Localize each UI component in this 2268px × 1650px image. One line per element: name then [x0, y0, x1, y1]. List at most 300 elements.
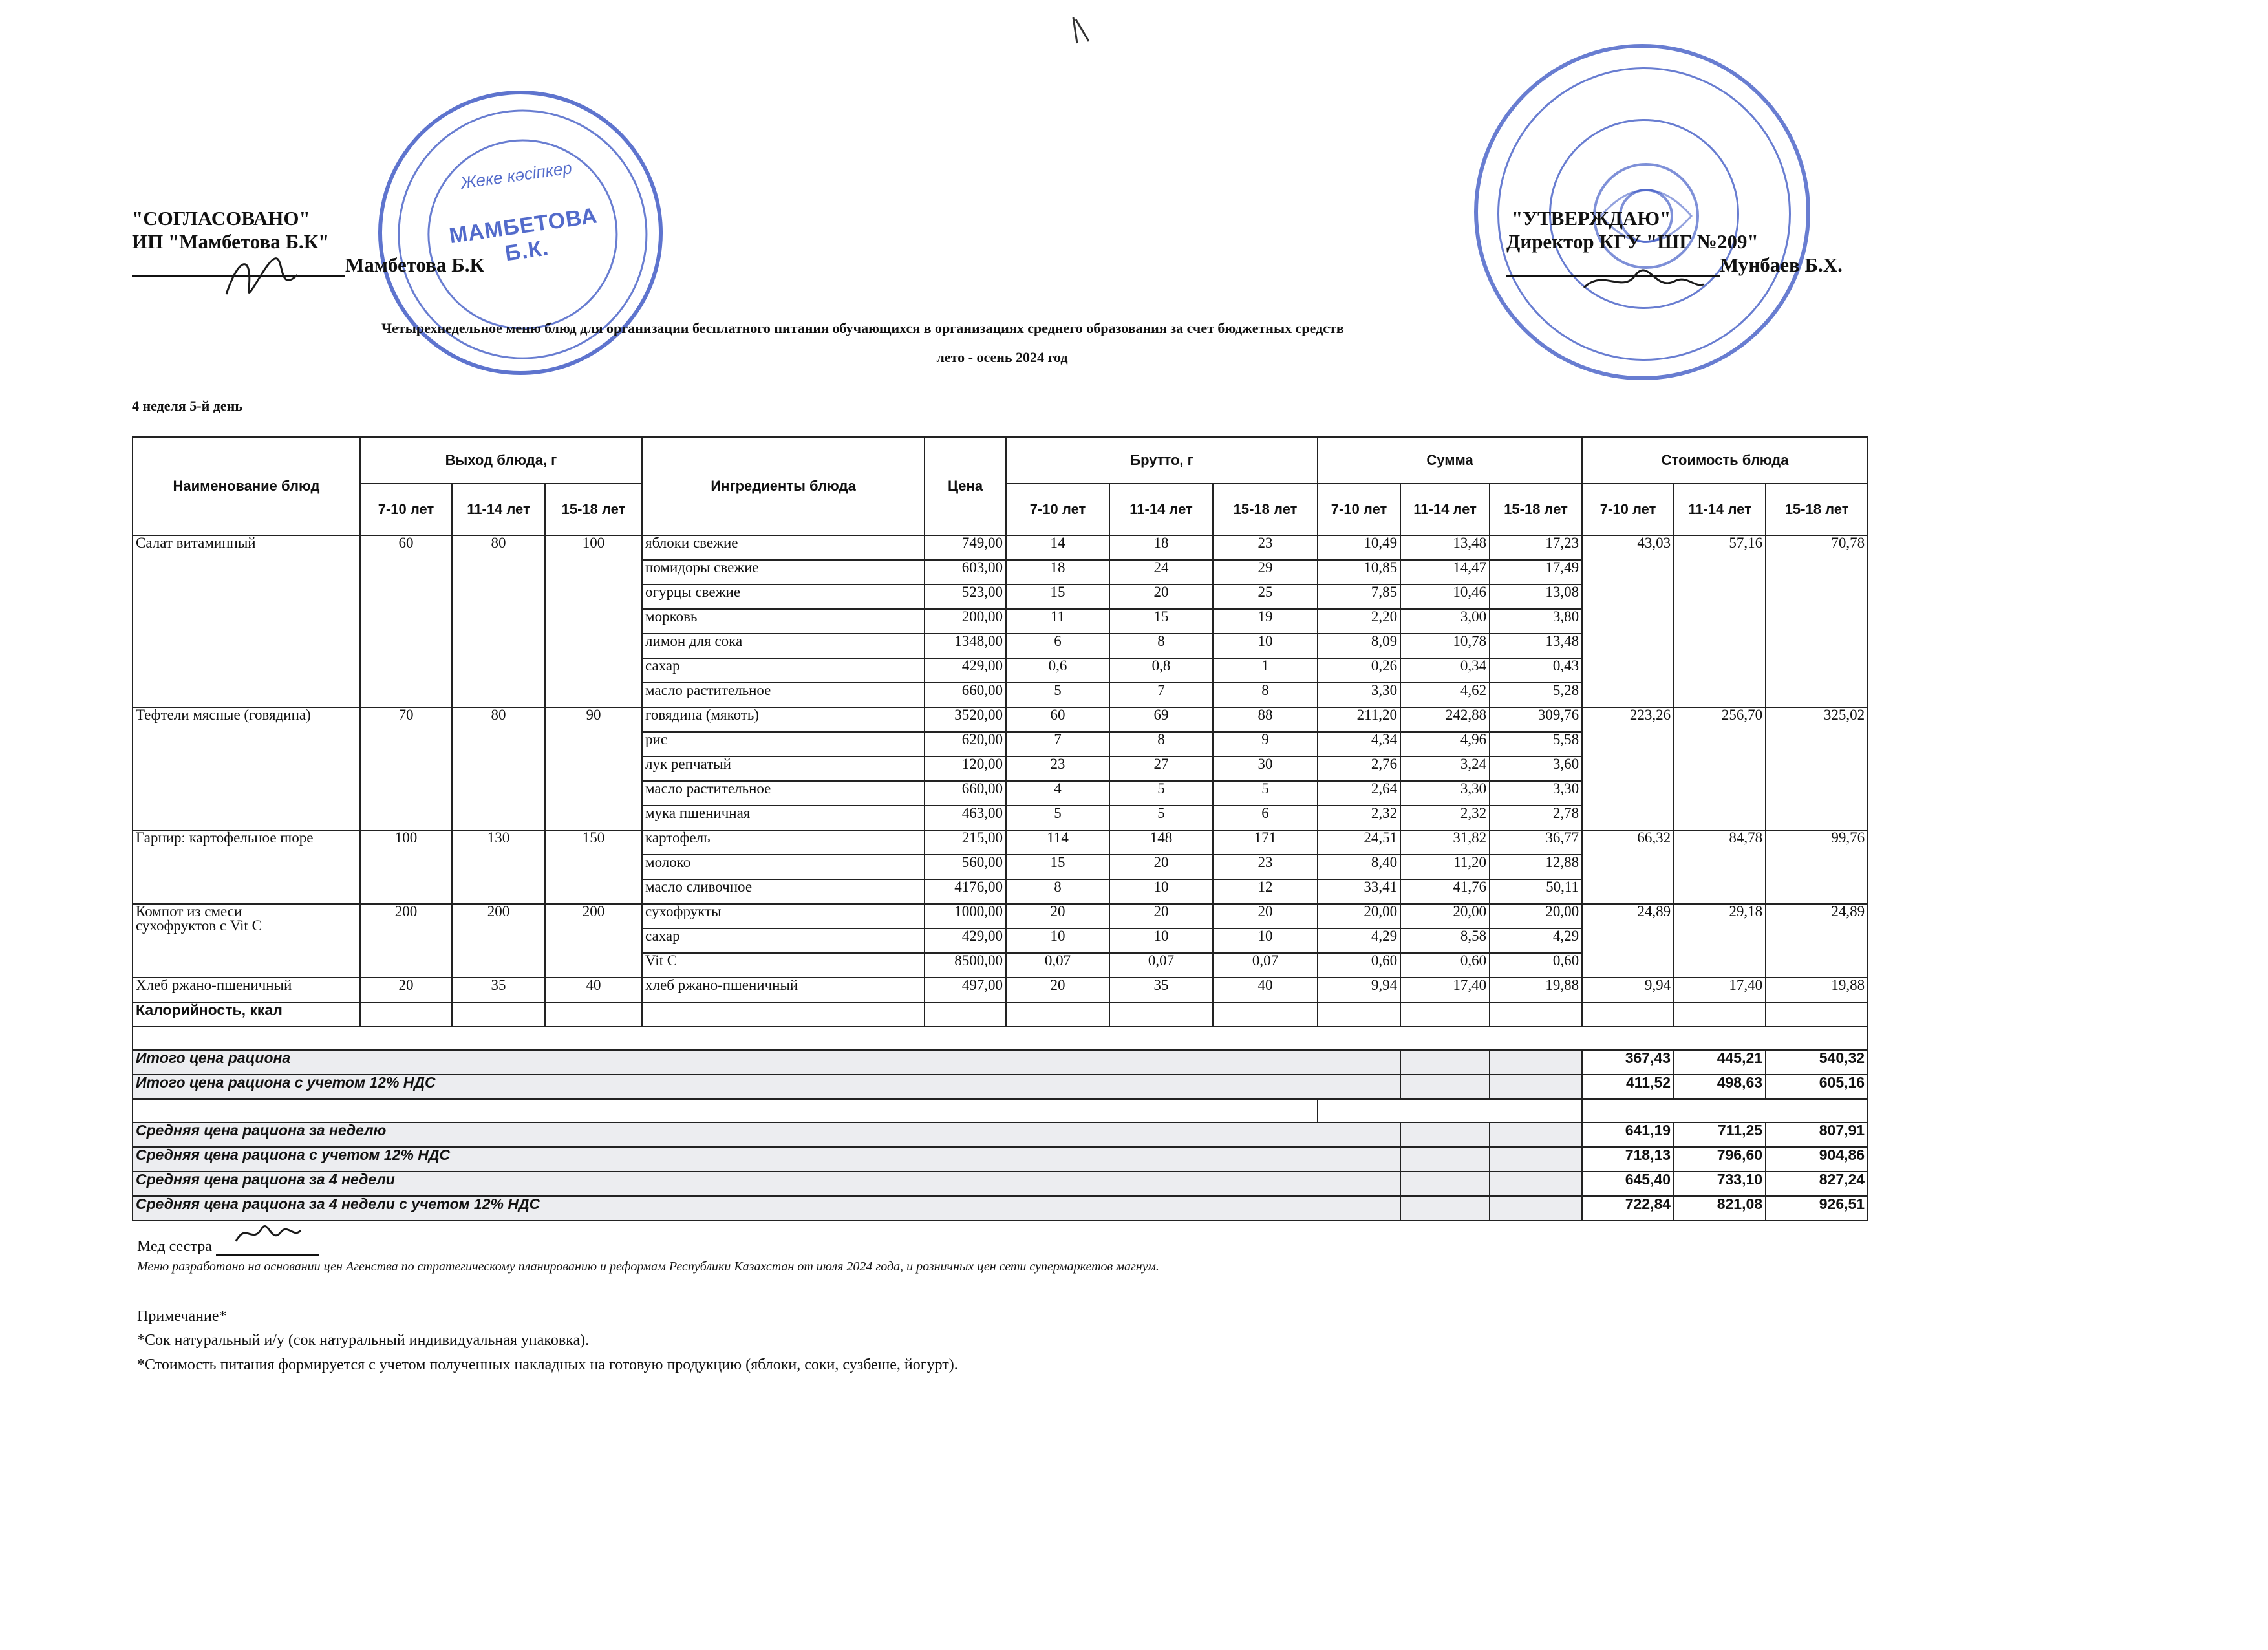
ingredient-gross: 148: [1109, 830, 1213, 855]
ingredient-sum: 211,20: [1318, 707, 1400, 732]
calories-row: [133, 1002, 1868, 1027]
ingredient-name: сахар: [642, 658, 925, 683]
stamp-left-mid: Жеке кәсіпкер: [459, 158, 573, 193]
total-value: 821,08: [1674, 1196, 1766, 1221]
total-value: 641,19: [1582, 1122, 1674, 1147]
ingredient-sum: 20,00: [1400, 904, 1490, 928]
signature-nurse-icon: [233, 1219, 304, 1251]
header-output-age-2: 11-14 лет: [452, 484, 545, 535]
total-value: 498,63: [1674, 1075, 1766, 1099]
calories-cell: [360, 1002, 452, 1027]
total-blank: [1400, 1122, 1490, 1147]
header-sum-age-2: 11-14 лет: [1400, 484, 1490, 535]
calories-cell: [1766, 1002, 1868, 1027]
ingredient-sum: 9,94: [1318, 978, 1400, 1002]
ingredient-gross: 114: [1006, 830, 1109, 855]
ingredient-sum: 10,78: [1400, 634, 1490, 658]
menu-table: [132, 436, 1868, 1221]
total-value: 904,86: [1766, 1147, 1868, 1172]
ingredient-price: 4176,00: [925, 879, 1006, 904]
dish-name: [133, 830, 360, 904]
calories-cell: [1213, 1002, 1318, 1027]
ingredient-gross: 15: [1006, 584, 1109, 609]
ingredient-gross: 8: [1109, 634, 1213, 658]
ingredient-gross: 0,07: [1109, 953, 1213, 978]
total-value: 367,43: [1582, 1050, 1674, 1075]
dish-cost: 9,94: [1582, 978, 1674, 1002]
ingredient-name: картофель: [642, 830, 925, 855]
ingredient-sum: 17,49: [1490, 560, 1582, 584]
total-label: Средняя цена рациона за 4 недели: [133, 1172, 1400, 1196]
ingredient-gross: 23: [1213, 855, 1318, 879]
total-value: 796,60: [1674, 1147, 1766, 1172]
dish-cost: 29,18: [1674, 904, 1766, 978]
ingredient-gross: 20: [1213, 904, 1318, 928]
ingredient-sum: 13,48: [1400, 535, 1490, 560]
approved-right-org: Директор КГУ "ШГ №209": [1506, 230, 1759, 253]
ingredient-name: сухофрукты: [642, 904, 925, 928]
approved-left-label: "СОГЛАСОВАНО": [132, 207, 310, 230]
week-day-label: 4 неделя 5-й день: [132, 398, 242, 414]
dish-output: 80: [452, 535, 545, 707]
dish-name: [133, 904, 360, 978]
total-label: Итого цена рациона с учетом 12% НДС: [133, 1075, 1400, 1099]
header-sum: Сумма: [1318, 437, 1582, 484]
ingredient-price: 523,00: [925, 584, 1006, 609]
ingredient-price: 215,00: [925, 830, 1006, 855]
total-row: [133, 1050, 1868, 1075]
dish-output: 200: [452, 904, 545, 978]
total-value: 645,40: [1582, 1172, 1674, 1196]
ingredient-gross: 10: [1109, 879, 1213, 904]
ingredient-gross: 5: [1006, 683, 1109, 707]
total-blank: [1400, 1147, 1490, 1172]
ingredient-name: говядина (мякоть): [642, 707, 925, 732]
calories-cell: [925, 1002, 1006, 1027]
table-row: [133, 904, 1868, 928]
ingredient-gross: 9: [1213, 732, 1318, 756]
ingredient-gross: 4: [1006, 781, 1109, 806]
calories-cell: [1318, 1002, 1400, 1027]
dish-name-line: Гарнир: картофельное пюре: [136, 830, 314, 846]
ingredient-sum: 2,32: [1318, 806, 1400, 830]
dish-cost: 24,89: [1582, 904, 1674, 978]
ingredient-gross: 0,07: [1213, 953, 1318, 978]
calories-cell: [545, 1002, 642, 1027]
approved-left-org: ИП "Мамбетова Б.К": [132, 230, 330, 253]
ingredient-sum: 17,23: [1490, 535, 1582, 560]
total-row: [133, 1075, 1868, 1099]
ingredient-gross: 11: [1006, 609, 1109, 634]
source-note: Меню разработано на основании цен Агенства по стратегическому планированию и реформам Республики Казахстан от июля 2024 года, и розничных цен сети супермаркетов магнум.: [137, 1259, 1159, 1274]
table-row: [133, 535, 1868, 560]
dish-cost: 223,26: [1582, 707, 1674, 830]
ingredient-sum: 242,88: [1400, 707, 1490, 732]
ingredient-gross: 0,8: [1109, 658, 1213, 683]
dish-output: 100: [545, 535, 642, 707]
ingredient-gross: 88: [1213, 707, 1318, 732]
ingredient-gross: 30: [1213, 756, 1318, 781]
dish-output: 40: [545, 978, 642, 1002]
dish-name: [133, 707, 360, 830]
dish-output: 35: [452, 978, 545, 1002]
ingredient-sum: 14,47: [1400, 560, 1490, 584]
ingredient-sum: 3,80: [1490, 609, 1582, 634]
header-gross-age-2: 11-14 лет: [1109, 484, 1213, 535]
ingredient-name: лук репчатый: [642, 756, 925, 781]
ingredient-sum: 0,34: [1400, 658, 1490, 683]
total-row: [133, 1122, 1868, 1147]
ingredient-price: 660,00: [925, 781, 1006, 806]
ingredient-sum: 4,29: [1318, 928, 1400, 953]
ingredient-sum: 2,64: [1318, 781, 1400, 806]
ingredient-sum: 2,20: [1318, 609, 1400, 634]
total-value: 605,16: [1766, 1075, 1868, 1099]
total-row: [133, 1172, 1868, 1196]
total-blank: [1490, 1172, 1582, 1196]
dish-cost: 84,78: [1674, 830, 1766, 904]
ingredient-sum: 4,29: [1490, 928, 1582, 953]
ingredient-gross: 20: [1006, 978, 1109, 1002]
ingredient-sum: 36,77: [1490, 830, 1582, 855]
ingredient-gross: 6: [1213, 806, 1318, 830]
ingredient-gross: 23: [1006, 756, 1109, 781]
ingredient-gross: 6: [1006, 634, 1109, 658]
spacer-row: [133, 1099, 1868, 1122]
header-price: Цена: [925, 437, 1006, 535]
header-output: Выход блюда, г: [360, 437, 642, 484]
ingredient-name: масло сливочное: [642, 879, 925, 904]
total-row: [133, 1147, 1868, 1172]
ingredient-sum: 24,51: [1318, 830, 1400, 855]
table-row: [133, 707, 1868, 732]
ingredient-name: масло растительное: [642, 781, 925, 806]
ingredient-name: лимон для сока: [642, 634, 925, 658]
signature-right-icon: [1578, 255, 1707, 307]
ingredient-gross: 25: [1213, 584, 1318, 609]
ingredient-gross: 27: [1109, 756, 1213, 781]
ingredient-name: масло растительное: [642, 683, 925, 707]
ingredient-sum: 309,76: [1490, 707, 1582, 732]
menu-table-body: [133, 535, 1868, 1221]
ingredient-sum: 4,34: [1318, 732, 1400, 756]
ingredient-gross: 1: [1213, 658, 1318, 683]
spacer-row: [133, 1027, 1868, 1050]
ingredient-gross: 20: [1006, 904, 1109, 928]
total-blank: [1490, 1196, 1582, 1221]
ingredient-sum: 3,60: [1490, 756, 1582, 781]
total-value: 807,91: [1766, 1122, 1868, 1147]
ingredient-sum: 13,48: [1490, 634, 1582, 658]
dish-cost: 24,89: [1766, 904, 1868, 978]
ingredient-gross: 0,6: [1006, 658, 1109, 683]
mark-icon: [1067, 14, 1093, 47]
dish-cost: 19,88: [1766, 978, 1868, 1002]
approved-right-name: Мунбаев Б.Х.: [1720, 253, 1843, 276]
ingredient-sum: 0,43: [1490, 658, 1582, 683]
spacer-cell: [1318, 1099, 1582, 1122]
dish-name-line: Хлеб ржано-пшеничный: [136, 978, 292, 993]
ingredient-sum: 0,60: [1318, 953, 1400, 978]
ingredient-gross: 69: [1109, 707, 1213, 732]
ingredient-gross: 20: [1109, 855, 1213, 879]
ingredient-name: молоко: [642, 855, 925, 879]
ingredient-sum: 11,20: [1400, 855, 1490, 879]
dish-name-line: Салат витаминный: [136, 535, 256, 551]
header-gross: Брутто, г: [1006, 437, 1318, 484]
header-cost-age-2: 11-14 лет: [1674, 484, 1766, 535]
calories-cell: [452, 1002, 545, 1027]
dish-output: 130: [452, 830, 545, 904]
ingredient-gross: 23: [1213, 535, 1318, 560]
dish-name: [133, 535, 360, 707]
calories-cell: [1490, 1002, 1582, 1027]
menu-title-line1: Четырехнедельное меню блюд для организации бесплатного питания обучающихся в организациях среднего образования за счет бюджетных средств: [381, 320, 1344, 336]
dish-output: 80: [452, 707, 545, 830]
signature-left-icon: [213, 249, 317, 307]
ingredient-name: хлеб ржано-пшеничный: [642, 978, 925, 1002]
ingredient-sum: 4,96: [1400, 732, 1490, 756]
ingredient-gross: 29: [1213, 560, 1318, 584]
ingredient-sum: 3,30: [1490, 781, 1582, 806]
ingredient-gross: 20: [1109, 584, 1213, 609]
nurse-label: Мед сестра: [137, 1238, 212, 1255]
ingredient-gross: 15: [1006, 855, 1109, 879]
total-blank: [1400, 1075, 1490, 1099]
ingredient-name: морковь: [642, 609, 925, 634]
total-value: 722,84: [1582, 1196, 1674, 1221]
table-row: [133, 978, 1868, 1002]
total-label: Средняя цена рациона за 4 недели с учетом 12% НДС: [133, 1196, 1400, 1221]
header-sum-age-3: 15-18 лет: [1490, 484, 1582, 535]
dish-output: 100: [360, 830, 452, 904]
ingredient-gross: 18: [1109, 535, 1213, 560]
dish-output: 200: [360, 904, 452, 978]
ingredient-gross: 7: [1006, 732, 1109, 756]
ingredient-price: 8500,00: [925, 953, 1006, 978]
total-label: Итого цена рациона: [133, 1050, 1400, 1075]
header-ingredients: Ингредиенты блюда: [642, 437, 925, 535]
dish-cost: 43,03: [1582, 535, 1674, 707]
ingredient-gross: 10: [1213, 634, 1318, 658]
ingredient-name: огурцы свежие: [642, 584, 925, 609]
dish-cost: 70,78: [1766, 535, 1868, 707]
ingredient-price: 1000,00: [925, 904, 1006, 928]
total-value: 445,21: [1674, 1050, 1766, 1075]
ingredient-sum: 31,82: [1400, 830, 1490, 855]
approved-left-name: Мамбетова Б.К: [345, 253, 484, 276]
ingredient-sum: 41,76: [1400, 879, 1490, 904]
ingredient-gross: 10: [1109, 928, 1213, 953]
stamp-left-center: МАМБЕТОВА Б.К.: [447, 203, 599, 266]
table-row: [133, 830, 1868, 855]
ingredient-gross: 24: [1109, 560, 1213, 584]
approved-right-label: "УТВЕРЖДАЮ": [1512, 207, 1671, 230]
header-dish: Наименование блюд: [133, 437, 360, 535]
dish-output: 90: [545, 707, 642, 830]
header-gross-age-3: 15-18 лет: [1213, 484, 1318, 535]
ingredient-gross: 7: [1109, 683, 1213, 707]
dish-name-line: Компот из смеси: [136, 904, 242, 919]
ingredient-sum: 20,00: [1318, 904, 1400, 928]
total-value: 540,32: [1766, 1050, 1868, 1075]
note-1: *Сок натуральный и/у (сок натуральный индивидуальная упаковка).: [137, 1332, 590, 1349]
ingredient-price: 660,00: [925, 683, 1006, 707]
ingredient-gross: 20: [1109, 904, 1213, 928]
ingredient-gross: 8: [1213, 683, 1318, 707]
ingredient-sum: 17,40: [1400, 978, 1490, 1002]
ingredient-sum: 2,78: [1490, 806, 1582, 830]
spacer-cell: [133, 1099, 1318, 1122]
ingredient-price: 3520,00: [925, 707, 1006, 732]
dish-cost: 57,16: [1674, 535, 1766, 707]
calories-cell: [642, 1002, 925, 1027]
menu-title-line2: лето - осень 2024 год: [936, 349, 1068, 365]
calories-cell: [1006, 1002, 1109, 1027]
dish-output: 20: [360, 978, 452, 1002]
ingredient-gross: 10: [1213, 928, 1318, 953]
ingredient-gross: 5: [1006, 806, 1109, 830]
total-blank: [1490, 1147, 1582, 1172]
header-cost-age-3: 15-18 лет: [1766, 484, 1868, 535]
ingredient-sum: 3,30: [1400, 781, 1490, 806]
ingredient-gross: 5: [1109, 806, 1213, 830]
dish-cost: 256,70: [1674, 707, 1766, 830]
calories-cell: [1582, 1002, 1674, 1027]
spacer-cell: [1582, 1099, 1868, 1122]
header-output-age-1: 7-10 лет: [360, 484, 452, 535]
total-blank: [1400, 1196, 1490, 1221]
ingredient-gross: 18: [1006, 560, 1109, 584]
ingredient-price: 200,00: [925, 609, 1006, 634]
ingredient-name: рис: [642, 732, 925, 756]
ingredient-sum: 33,41: [1318, 879, 1400, 904]
header-cost-age-1: 7-10 лет: [1582, 484, 1674, 535]
dish-cost: 325,02: [1766, 707, 1868, 830]
ingredient-gross: 5: [1109, 781, 1213, 806]
ingredient-sum: 0,60: [1490, 953, 1582, 978]
dish-cost: 66,32: [1582, 830, 1674, 904]
ingredient-price: 429,00: [925, 658, 1006, 683]
ingredient-name: сахар: [642, 928, 925, 953]
calories-cell: [1400, 1002, 1490, 1027]
total-blank: [1490, 1075, 1582, 1099]
dish-output: 150: [545, 830, 642, 904]
total-value: 926,51: [1766, 1196, 1868, 1221]
ingredient-price: 429,00: [925, 928, 1006, 953]
ingredient-sum: 8,40: [1318, 855, 1400, 879]
ingredient-name: Vit C: [642, 953, 925, 978]
total-blank: [1490, 1122, 1582, 1147]
ingredient-sum: 2,32: [1400, 806, 1490, 830]
total-value: 711,25: [1674, 1122, 1766, 1147]
dish-cost: 17,40: [1674, 978, 1766, 1002]
ingredient-sum: 10,85: [1318, 560, 1400, 584]
calories-label: Калорийность, ккал: [133, 1002, 360, 1027]
ingredient-gross: 171: [1213, 830, 1318, 855]
ingredient-sum: 50,11: [1490, 879, 1582, 904]
total-blank: [1400, 1172, 1490, 1196]
total-row: [133, 1196, 1868, 1221]
ingredient-sum: 10,49: [1318, 535, 1400, 560]
ingredient-gross: 12: [1213, 879, 1318, 904]
ingredient-price: 603,00: [925, 560, 1006, 584]
dish-name: [133, 978, 360, 1002]
ingredient-gross: 60: [1006, 707, 1109, 732]
total-label: Средняя цена рациона с учетом 12% НДС: [133, 1147, 1400, 1172]
ingredient-sum: 5,58: [1490, 732, 1582, 756]
spacer-cell: [133, 1027, 1868, 1050]
ingredient-sum: 13,08: [1490, 584, 1582, 609]
ingredient-gross: 8: [1109, 732, 1213, 756]
ingredient-sum: 12,88: [1490, 855, 1582, 879]
ingredient-price: 749,00: [925, 535, 1006, 560]
total-value: 827,24: [1766, 1172, 1868, 1196]
header-cost: Стоимость блюда: [1582, 437, 1868, 484]
ingredient-sum: 8,58: [1400, 928, 1490, 953]
ingredient-gross: 0,07: [1006, 953, 1109, 978]
note-2: *Стоимость питания формируется с учетом полученных накладных на готовую продукцию (яблоки, соки, сузбеше, йогурт).: [137, 1356, 958, 1373]
ingredient-name: яблоки свежие: [642, 535, 925, 560]
ingredient-sum: 3,30: [1318, 683, 1400, 707]
ingredient-sum: 0,26: [1318, 658, 1400, 683]
ingredient-name: помидоры свежие: [642, 560, 925, 584]
ingredient-sum: 2,76: [1318, 756, 1400, 781]
ingredient-sum: 3,24: [1400, 756, 1490, 781]
ingredient-gross: 40: [1213, 978, 1318, 1002]
ingredient-gross: 19: [1213, 609, 1318, 634]
ingredient-gross: 14: [1006, 535, 1109, 560]
dish-output: 200: [545, 904, 642, 978]
ingredient-sum: 0,60: [1400, 953, 1490, 978]
header-output-age-3: 15-18 лет: [545, 484, 642, 535]
ingredient-sum: 3,00: [1400, 609, 1490, 634]
ingredient-sum: 5,28: [1490, 683, 1582, 707]
ingredient-gross: 5: [1213, 781, 1318, 806]
dish-name-line: Тефтели мясные (говядина): [136, 707, 311, 723]
ingredient-sum: 19,88: [1490, 978, 1582, 1002]
header-gross-age-1: 7-10 лет: [1006, 484, 1109, 535]
total-value: 718,13: [1582, 1147, 1674, 1172]
ingredient-gross: 8: [1006, 879, 1109, 904]
ingredient-price: 463,00: [925, 806, 1006, 830]
dish-output: 60: [360, 535, 452, 707]
notes-title: Примечание*: [137, 1308, 227, 1325]
total-blank: [1490, 1050, 1582, 1075]
ingredient-price: 497,00: [925, 978, 1006, 1002]
total-blank: [1400, 1050, 1490, 1075]
ingredient-sum: 8,09: [1318, 634, 1400, 658]
ingredient-price: 120,00: [925, 756, 1006, 781]
ingredient-sum: 20,00: [1490, 904, 1582, 928]
dish-cost: 99,76: [1766, 830, 1868, 904]
ingredient-price: 1348,00: [925, 634, 1006, 658]
total-value: 733,10: [1674, 1172, 1766, 1196]
dish-name-line: сухофруктов с Vit C: [136, 917, 262, 934]
ingredient-gross: 15: [1109, 609, 1213, 634]
ingredient-sum: 4,62: [1400, 683, 1490, 707]
total-value: 411,52: [1582, 1075, 1674, 1099]
ingredient-price: 560,00: [925, 855, 1006, 879]
calories-cell: [1109, 1002, 1213, 1027]
header-sum-age-1: 7-10 лет: [1318, 484, 1400, 535]
ingredient-name: мука пшеничная: [642, 806, 925, 830]
ingredient-price: 620,00: [925, 732, 1006, 756]
ingredient-gross: 10: [1006, 928, 1109, 953]
ingredient-sum: 7,85: [1318, 584, 1400, 609]
total-label: Средняя цена рациона за неделю: [133, 1122, 1400, 1147]
ingredient-gross: 35: [1109, 978, 1213, 1002]
